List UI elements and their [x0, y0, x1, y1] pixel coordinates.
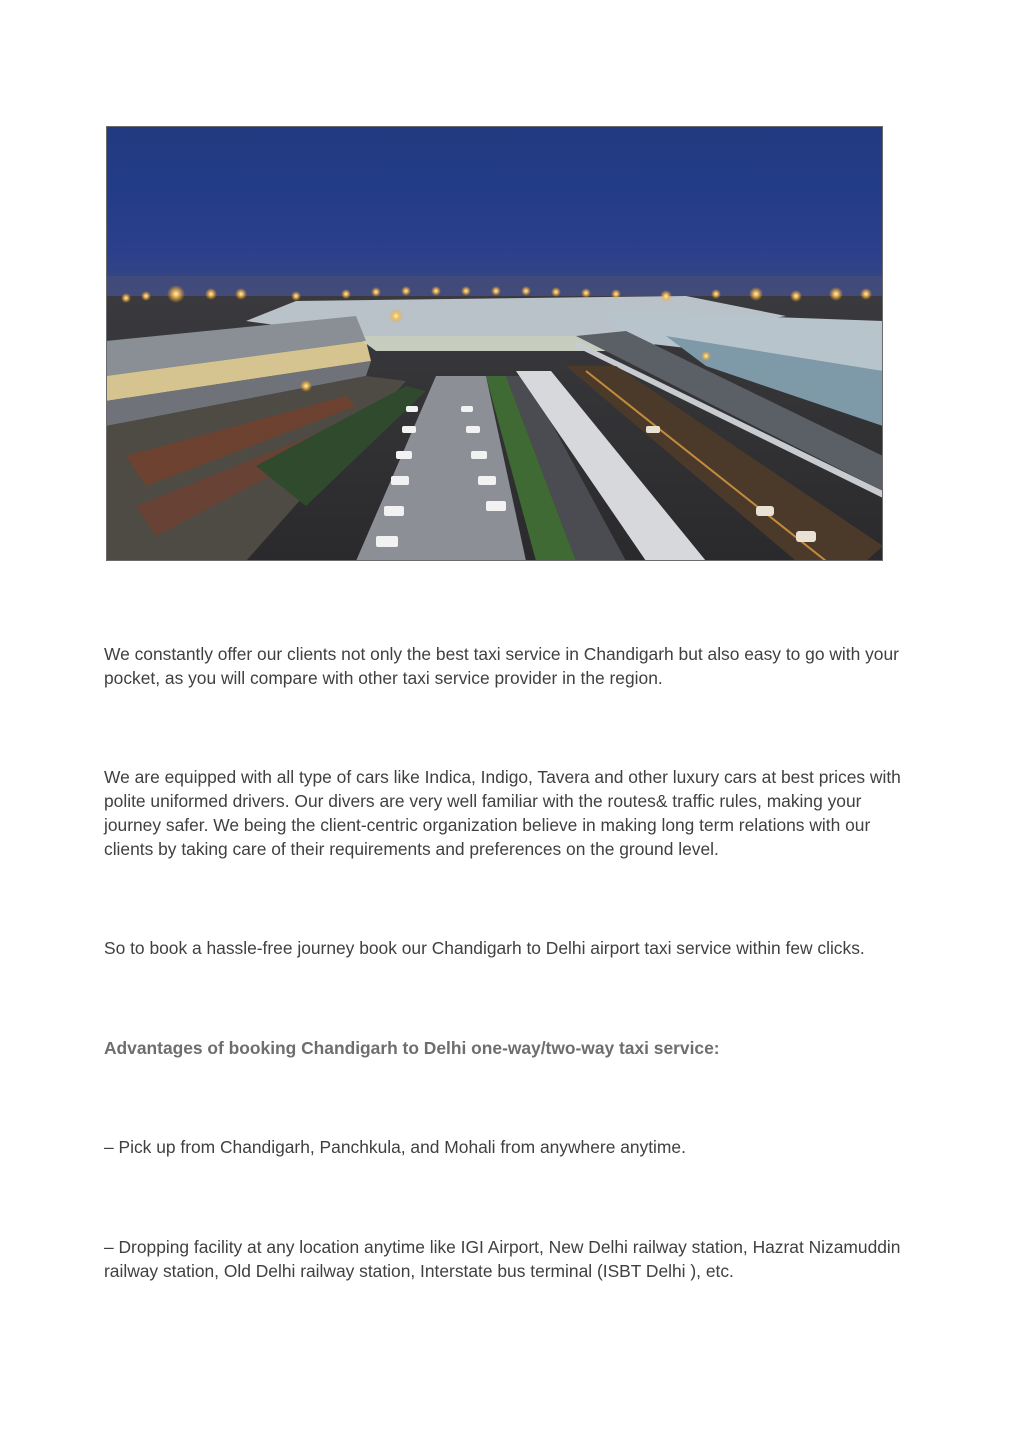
- airport-photo: [106, 126, 883, 561]
- fleet-paragraph: We are equipped with all type of cars like Indica, Indigo, Tavera and other luxury cars at best prices with polite uniformed drivers. Our divers are very well familiar with the routes& traffic rules, making your journey safer. We being the client-centric organization believe in making long term relations with our clients by taking care of their requirements and preferences on the ground level.: [104, 767, 901, 859]
- advantages-heading: Advantages of booking Chandigarh to Delhi one-way/two-way taxi service:: [104, 1038, 720, 1058]
- booking-paragraph: So to book a hassle-free journey book our Chandigarh to Delhi airport taxi service within few clicks.: [104, 938, 865, 958]
- advantage-item-pickup: – Pick up from Chandigarh, Panchkula, and Mohali from anywhere anytime.: [104, 1137, 686, 1157]
- advantage-item-dropping: – Dropping facility at any location anytime like IGI Airport, New Delhi railway station, Hazrat Nizamuddin railway station, Old Delhi railway station, Interstate bus terminal (ISBT Delhi ), etc.: [104, 1237, 901, 1281]
- intro-paragraph: We constantly offer our clients not only the best taxi service in Chandigarh but also easy to go with your pocket, as you will compare with other taxi service provider in the region.: [104, 644, 899, 688]
